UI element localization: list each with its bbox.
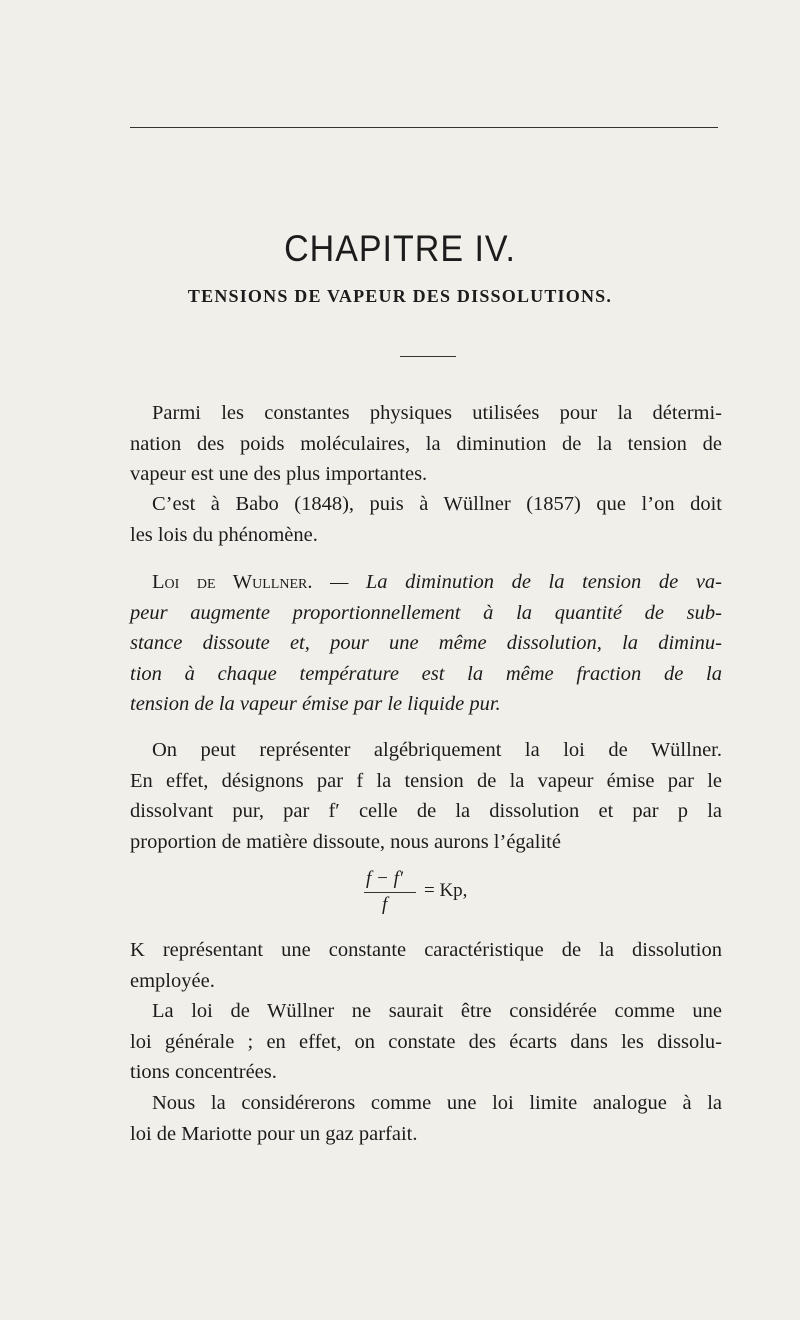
text-line: — La diminution de la tension de va- [330, 571, 722, 593]
top-rule [130, 127, 718, 128]
section-divider [400, 356, 456, 357]
text-line: dissolvant pur, par f′ celle de la dissolution et par p la [130, 800, 722, 822]
text-line: Nous la considérerons comme une loi limite analogue à la [152, 1092, 722, 1114]
formula-numerator: f − f′ [366, 868, 404, 889]
text-line: vapeur est une des plus importantes. [130, 463, 428, 485]
law-label: Loi de Wullner. [152, 571, 313, 593]
fraction-bar [364, 892, 416, 893]
text-line: employée. [130, 969, 215, 992]
paragraph-6 [130, 1088, 722, 1149]
paragraph-3 [130, 735, 722, 857]
text-line: K représentant une constante caractéristique de la dissolution [130, 939, 722, 961]
text-line: tion à chaque température est la même fraction de la [130, 662, 722, 685]
text-line: loi générale ; en effet, on constate des écarts dans les dissolu- [130, 1030, 722, 1053]
text-line: tension de la vapeur émise par le liquide pur. [130, 693, 501, 715]
paragraph-5 [130, 996, 722, 1088]
text-line: C’est à Babo (1848), puis à Wüllner (1857) que l’on doit [152, 493, 722, 515]
chapter-title: CHAPITRE IV. [284, 228, 516, 270]
law-statement [130, 567, 722, 720]
text-line: Parmi les constantes physiques utilisées pour la détermi- [152, 402, 722, 424]
paragraph-4 [130, 935, 722, 996]
text-line: les lois du phénomène. [130, 523, 318, 546]
text-line: proportion de matière dissoute, nous aurons l’égalité [130, 830, 561, 853]
text-line: nation des poids moléculaires, la diminution de la tension de [130, 432, 722, 455]
text-line: tions concentrées. [130, 1061, 277, 1083]
text-line: loi de Mariotte pour un gaz parfait. [130, 1122, 418, 1145]
formula [360, 868, 520, 918]
text-line: La loi de Wüllner ne saurait être considérée comme une [152, 1000, 722, 1022]
paragraph-1 [130, 398, 722, 490]
text-line: peur augmente proportionnellement à la quantité de sub- [130, 601, 722, 624]
chapter-subtitle: TENSIONS DE VAPEUR DES DISSOLUTIONS. [187, 286, 613, 306]
paragraph-2 [130, 489, 722, 550]
text-line: En effet, désignons par f la tension de la vapeur émise par le [130, 769, 722, 792]
text-line: stance dissoute et, pour une même dissolution, la diminu- [130, 632, 722, 654]
formula-rhs: = Kp, [424, 880, 468, 901]
text-line: On peut représenter algébriquement la loi de Wüllner. [152, 739, 722, 761]
formula-denominator: f [382, 894, 388, 915]
